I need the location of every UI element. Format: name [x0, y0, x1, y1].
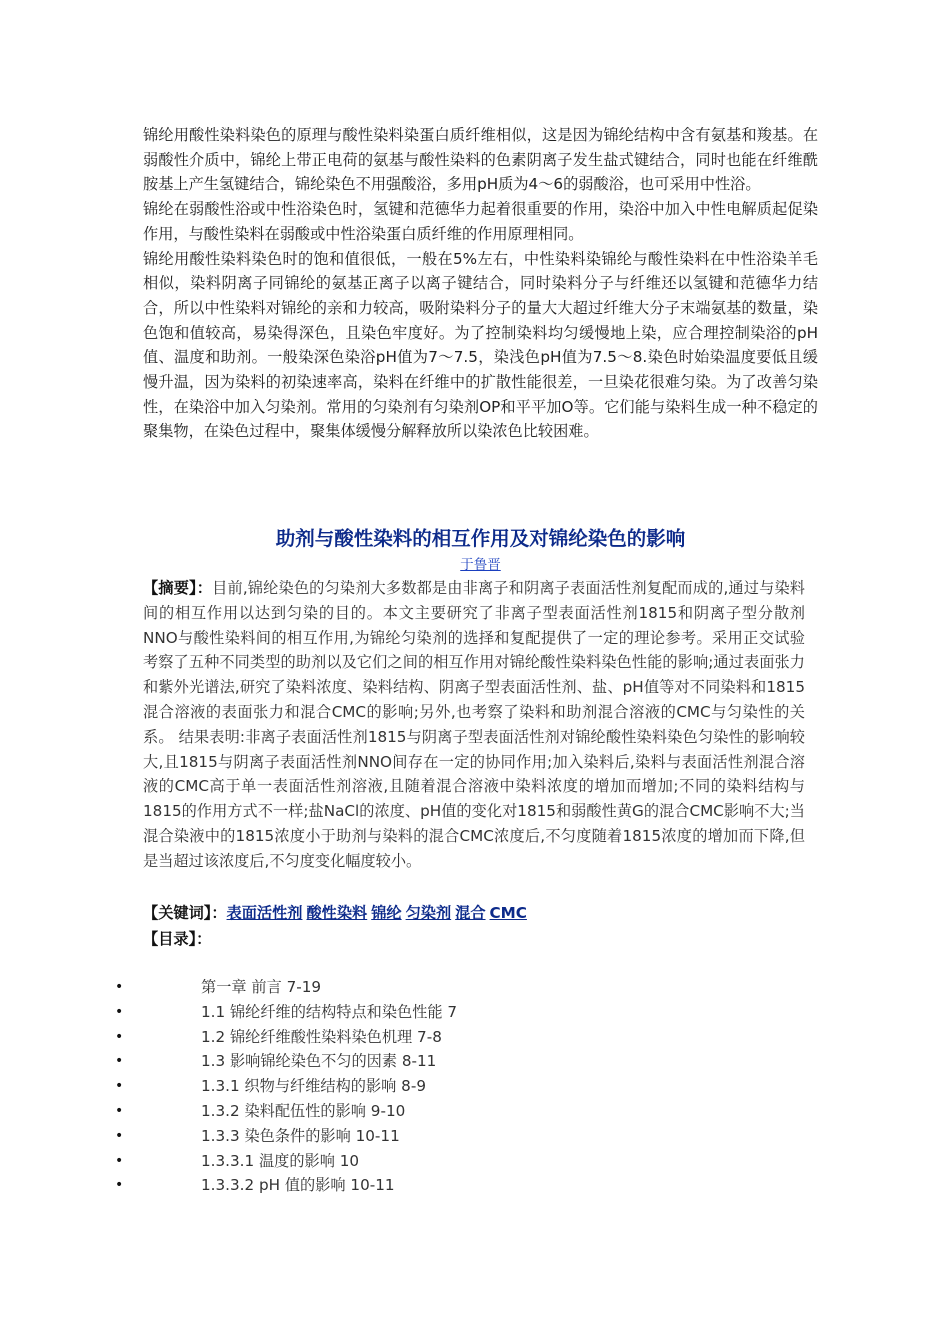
bullet-dot-icon: •: [115, 1177, 124, 1194]
keyword-link[interactable]: 表面活性剂: [226, 904, 303, 922]
toc-item: [0, 975, 950, 1000]
toc-item: [0, 1000, 950, 1025]
toc-item-text: 1.3.2 染料配伍性的影响 9-10: [201, 1101, 406, 1120]
toc-item-text: 1.3.3 染色条件的影响 10-11: [201, 1126, 400, 1145]
intro-paragraph-1: 锦纶用酸性染料染色的原理与酸性染料染蛋白质纤维相似，这是因为锦纶结构中含有氨基和羧基。在弱酸性介质中，锦纶上带正电荷的氨基与酸性染料的色素阴离子发生盐式键结合，同时也能在纤维酰胺基上产生氢键结合，锦纶染色不用强酸浴，多用pH质为4～6的弱酸浴，也可采用中性浴。: [143, 126, 818, 194]
bullet-dot-icon: •: [115, 979, 124, 995]
toc-item-text: 1.3.1 织物与纤维结构的影响 8-9: [201, 1077, 426, 1096]
keywords-line: [143, 900, 818, 926]
toc-item-text: 1.3 影响锦纶染色不匀的因素 8-11: [201, 1052, 437, 1071]
bullet-dot-icon: •: [115, 1003, 124, 1020]
bullet-dot-icon: •: [115, 1053, 124, 1070]
keyword-link[interactable]: 锦纶: [371, 904, 402, 922]
abstract-label: 【摘要】：: [143, 579, 213, 597]
toc-item: [0, 1124, 950, 1149]
keyword-link[interactable]: 匀染剂: [405, 904, 452, 922]
bullet-dot-icon: •: [115, 1127, 124, 1144]
keyword-link[interactable]: 酸性染料: [306, 904, 368, 922]
abstract-text: 目前,锦纶染色的匀染剂大多数都是由非离子和阴离子表面活性剂复配而成的,通过与染料间的相互作用以达到匀染的目的。本文主要研究了非离子型表面活性剂1815和阴离子型分散剂NNO与酸性染料间的相互作用,为锦纶匀染剂的选择和复配提供了一定的理论参考。采用正交试验考察了五种不同类型的助剂以及它们之间的相互作用对锦纶酸性染料染色性能的影响;通过表面张力和紫外光谱法,研究了染料浓度、染料结构、阴离子型表面活性剂、盐、pH值等对不同染料和1815混合溶液的表面张力和混合CMC的影响;另外,也考察了染料和助剂混合溶液的CMC与匀染性的关系。 结果表明:非离子表面活性剂1815与阴离子型表面活性剂对锦纶酸性染料染色匀染性的影响较大,且1815与阴离子表面活性剂NNO间存在一定的协同作用;加入染料后,染料与表面活性剂混合溶液的CMC高于单一表面活性剂溶液,且随着混合溶液中染料浓度的增加而增加;不同的染料结构与1815的作用方式不一样;盐NaCl的浓度、pH值的变化对1815和弱酸性黄G的混合CMC影响不大;当混合染液中的1815浓度小于助剂与染料的混合CMC浓度后,不匀度随着1815浓度的增加而下降,但是当超过该浓度后,不匀度变化幅度较小。: [143, 579, 805, 870]
table-of-contents: [0, 975, 950, 1198]
toc-item-text: 1.1 锦纶纤维的结构特点和染色性能 7: [201, 1002, 458, 1021]
toc-label: 【目录】：: [143, 930, 212, 948]
author-line: [143, 555, 818, 575]
toc-item: [0, 1149, 950, 1174]
bullet-dot-icon: •: [115, 1078, 124, 1095]
intro-section: [143, 123, 818, 444]
toc-item: [0, 1173, 950, 1198]
bullet-dot-icon: •: [115, 1102, 124, 1119]
toc-item-text: 1.2 锦纶纤维酸性染料染色机理 7-8: [201, 1027, 442, 1046]
abstract: [143, 576, 805, 874]
author-link[interactable]: 于鲁晋: [460, 557, 501, 573]
toc-item-text: 1.3.3.1 温度的影响 10: [201, 1151, 360, 1170]
intro-paragraph-2: 锦纶在弱酸性浴或中性浴染色时，氢键和范德华力起着很重要的作用，染浴中加入中性电解质起促染作用，与酸性染料在弱酸或中性浴染蛋白质纤维的作用原理相同。: [143, 200, 818, 243]
intro-paragraph-3: 锦纶用酸性染料染色时的饱和值很低，一般在5%左右，中性染料染锦纶与酸性染料在中性浴染羊毛相似，染料阴离子同锦纶的氨基正离子以离子键结合，同时染料分子与纤维还以氢键和范德华力结合，所以中性染料对锦纶的亲和力较高，吸附染料分子的量大大超过纤维大分子末端氨基的数量，染色饱和值较高，易染得深色，且染色牢度好。为了控制染料均匀缓慢地上染，应合理控制染浴的pH值、温度和助剂。一般染深色染浴pH值为7～7.5，染浅色pH值为7.5～8.染色时始染温度要低且缓慢升温，因为染料的初染速率高，染料在纤维中的扩散性能很差，一旦染花很难匀染。为了改善匀染性，在染浴中加入匀染剂。常用的匀染剂有匀染剂OP和平平加O等。它们能与染料生成一种不稳定的聚集物，在染色过程中，聚集体缓慢分解释放所以染浓色比较困难。: [143, 249, 818, 441]
toc-item-text: 1.3.3.2 pH 值的影响 10-11: [201, 1176, 395, 1195]
toc-item: [0, 1049, 950, 1074]
bullet-dot-icon: •: [115, 1028, 124, 1045]
bullet-dot-icon: •: [115, 1152, 124, 1169]
article-title: 助剂与酸性染料的相互作用及对锦纶染色的影响: [275, 527, 686, 550]
toc-item: [0, 1025, 950, 1050]
keyword-link[interactable]: CMC: [489, 904, 527, 922]
keyword-link[interactable]: 混合: [455, 904, 486, 922]
toc-item: [0, 1099, 950, 1124]
toc-item-text: 第一章 前言 7-19: [201, 978, 322, 996]
keywords-label: 【关键词】：: [143, 904, 227, 922]
toc-item: [0, 1074, 950, 1099]
